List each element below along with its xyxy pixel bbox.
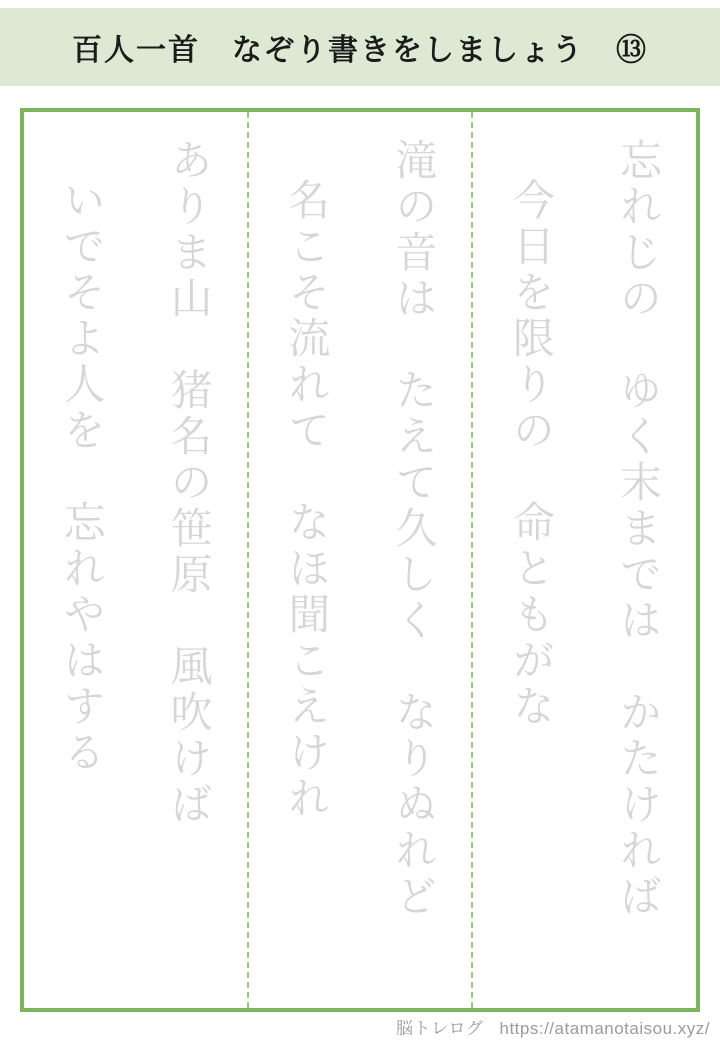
poem-3-line-2: いでそよ人を 忘れやはする bbox=[57, 178, 104, 776]
poem-1-line-1: 忘れじの ゆく末までは かたければ bbox=[614, 138, 660, 920]
footer-credit bbox=[10, 1014, 710, 1039]
poem-3-line-1: ありま山 猪名の笹原 風吹けば bbox=[164, 138, 211, 828]
site-name: 脳トレログ bbox=[396, 1019, 484, 1038]
poem-column-3 bbox=[24, 112, 247, 1008]
poem-column-1 bbox=[471, 112, 696, 1008]
header-banner bbox=[0, 8, 720, 86]
site-url: https://atamanotaisou.xyz/ bbox=[499, 1019, 710, 1038]
tracing-sheet bbox=[20, 108, 700, 1012]
page-title: 百人一首 なぞり書きをしましょう ⑬ bbox=[72, 34, 648, 67]
poem-1-line-2: 今日を限りの 命ともがな bbox=[507, 178, 553, 730]
poem-column-2 bbox=[247, 112, 472, 1008]
poem-2-line-2: 名こそ流れて なほ聞こえけれ bbox=[282, 178, 329, 822]
poem-2-line-1: 滝の音は たえて久しく なりぬれど bbox=[389, 138, 436, 920]
